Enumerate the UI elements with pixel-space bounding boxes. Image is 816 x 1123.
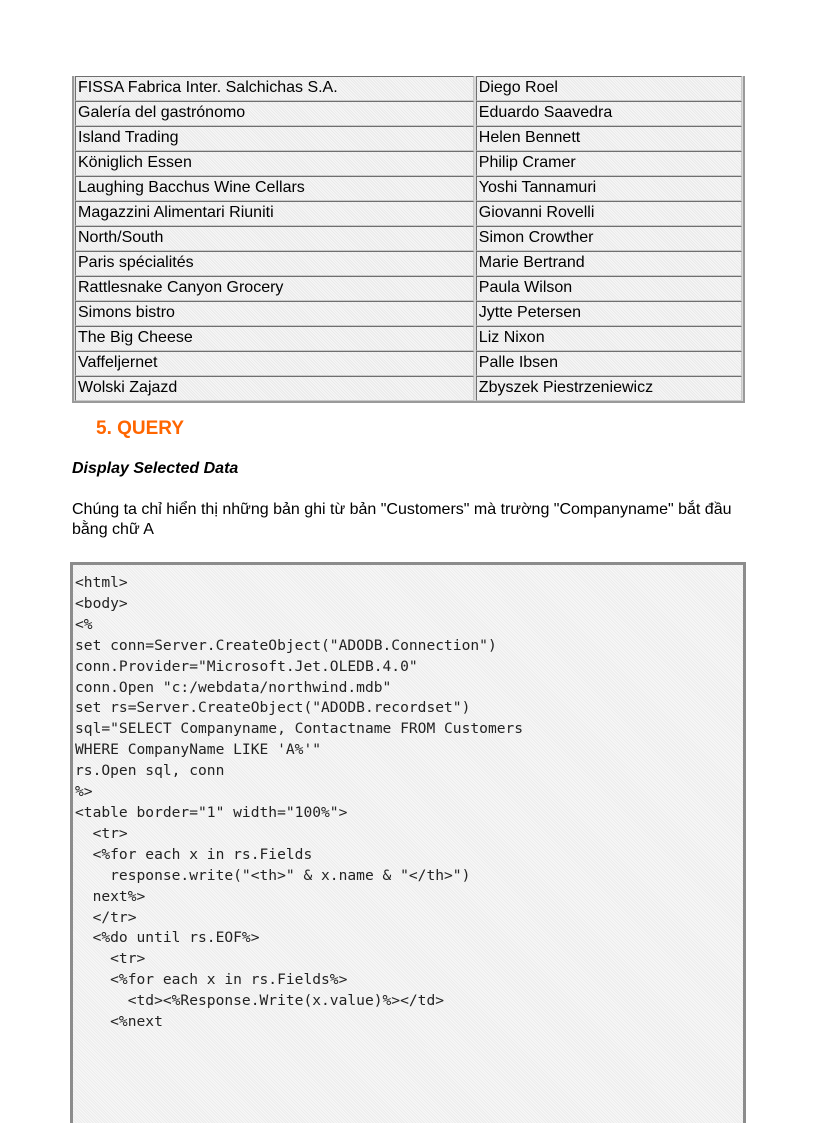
company-name-cell: FISSA Fabrica Inter. Salchichas S.A. [75, 76, 474, 101]
table-row [74, 251, 743, 276]
code-line: %> [75, 783, 93, 801]
code-line: <%for each x in rs.Fields%> [75, 971, 348, 989]
code-line: set rs=Server.CreateObject("ADODB.recordset") [75, 699, 471, 717]
code-line: <body> [75, 594, 128, 612]
table-row [74, 76, 743, 101]
code-line: rs.Open sql, conn [75, 762, 225, 780]
contact-name-cell: Jytte Petersen [476, 301, 742, 326]
code-line: <html> [75, 574, 128, 591]
code-block [70, 562, 746, 1123]
table-row [74, 276, 743, 301]
table-row [74, 226, 743, 251]
section-heading: 5. QUERY [96, 418, 184, 439]
contact-name-cell: Philip Cramer [476, 151, 742, 176]
company-name-cell: The Big Cheese [75, 326, 474, 351]
code-line: next%> [75, 887, 146, 905]
company-name-cell: Magazzini Alimentari Riuniti [75, 201, 474, 226]
contact-name-cell: Yoshi Tannamuri [476, 176, 742, 201]
code-line: WHERE CompanyName LIKE 'A%'" [75, 741, 322, 759]
code-line: <%for each x in rs.Fields [75, 845, 313, 863]
code-line: conn.Provider="Microsoft.Jet.OLEDB.4.0" [75, 657, 418, 675]
section-paragraph: Chúng ta chỉ hiển thị những bản ghi từ bản "Customers" mà trường "Companyname" bắt đầu bằng chữ A [72, 501, 732, 538]
company-name-cell: Paris spécialités [75, 251, 474, 276]
contact-name-cell: Marie Bertrand [476, 251, 742, 276]
customers-table [72, 76, 745, 403]
contact-name-cell: Helen Bennett [476, 126, 742, 151]
code-line: <table border="1" width="100%"> [75, 803, 348, 821]
code-line: <td><%Response.Write(x.value)%></td> [75, 992, 445, 1010]
company-name-cell: Vaffeljernet [75, 351, 474, 376]
code-line: <% [75, 615, 93, 633]
company-name-cell: Island Trading [75, 126, 474, 151]
company-name-cell: Laughing Bacchus Wine Cellars [75, 176, 474, 201]
company-name-cell: North/South [75, 226, 474, 251]
table-row [74, 151, 743, 176]
table-row [74, 301, 743, 326]
table-row [74, 351, 743, 376]
contact-name-cell: Zbyszek Piestrzeniewicz [476, 376, 742, 401]
code-line: conn.Open "c:/webdata/northwind.mdb" [75, 678, 392, 696]
company-name-cell: Galería del gastrónomo [75, 101, 474, 126]
code-line: sql="SELECT Companyname, Contactname FROM Customers [75, 720, 524, 738]
table-row [74, 201, 743, 226]
code-line: <tr> [75, 824, 128, 842]
table-row [74, 101, 743, 126]
table-row [74, 376, 743, 401]
company-name-cell: Königlich Essen [75, 151, 474, 176]
table-row [74, 326, 743, 351]
company-name-cell: Simons bistro [75, 301, 474, 326]
contact-name-cell: Palle Ibsen [476, 351, 742, 376]
contact-name-cell: Diego Roel [476, 76, 742, 101]
table-row [74, 126, 743, 151]
code-line: response.write("<th>" & x.name & "</th>") [75, 866, 471, 884]
contact-name-cell: Eduardo Saavedra [476, 101, 742, 126]
code-line: </tr> [75, 908, 137, 926]
contact-name-cell: Liz Nixon [476, 326, 742, 351]
company-name-cell: Wolski Zajazd [75, 376, 474, 401]
company-name-cell: Rattlesnake Canyon Grocery [75, 276, 474, 301]
contact-name-cell: Paula Wilson [476, 276, 742, 301]
code-line: <%do until rs.EOF%> [75, 929, 260, 947]
contact-name-cell: Simon Crowther [476, 226, 742, 251]
section-subheading: Display Selected Data [72, 460, 239, 477]
contact-name-cell: Giovanni Rovelli [476, 201, 742, 226]
table-row [74, 176, 743, 201]
code-line: set conn=Server.CreateObject("ADODB.Connection") [75, 636, 497, 654]
code-line: <%next [75, 1013, 163, 1031]
code-line: <tr> [75, 950, 146, 968]
